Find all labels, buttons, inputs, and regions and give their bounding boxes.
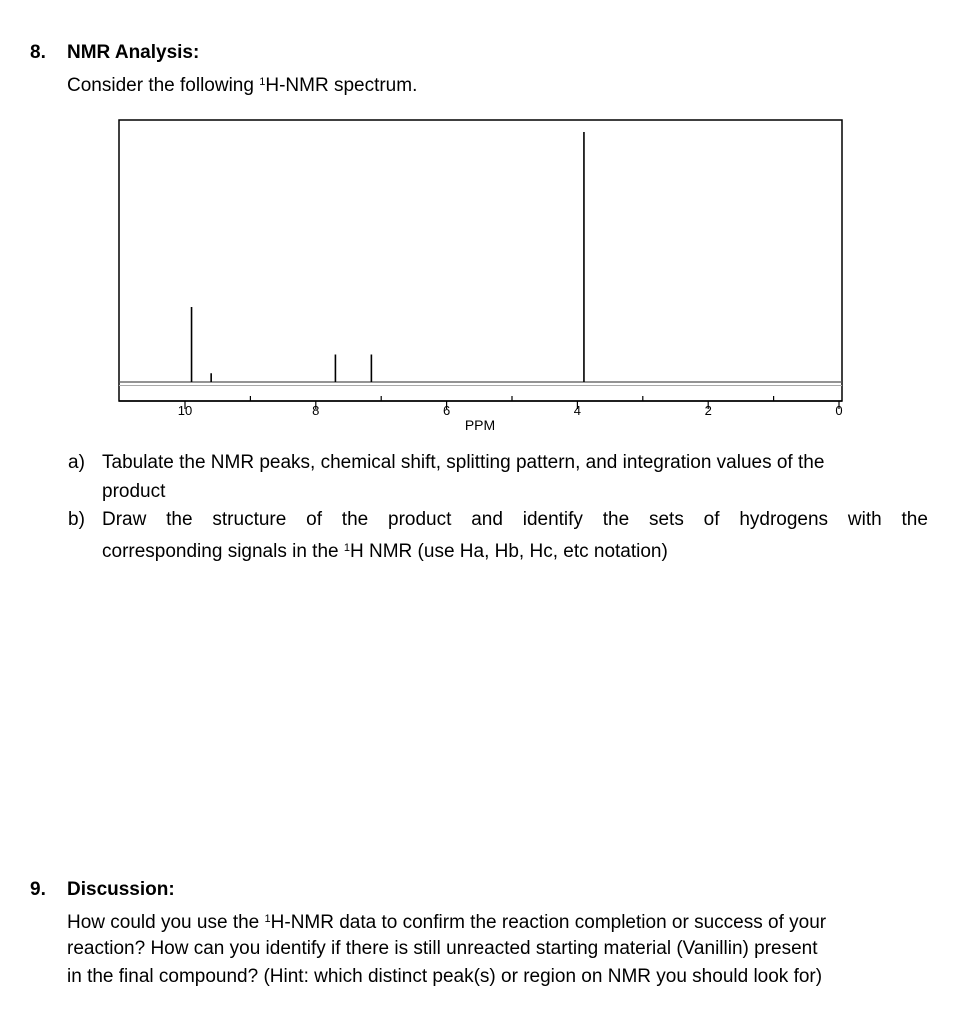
question-9-line-1 bbox=[67, 905, 826, 937]
item-b-word: the bbox=[166, 509, 193, 530]
question-8-title: NMR Analysis: bbox=[67, 42, 200, 63]
question-9-line-3: in the final compound? (Hint: which distinct peak(s) or region on NMR you should look for) bbox=[67, 966, 823, 987]
item-b-word: product bbox=[388, 509, 452, 530]
x-tick-label: 2 bbox=[704, 403, 712, 418]
item-b-word: of bbox=[306, 509, 322, 530]
item-b-word: Draw bbox=[102, 509, 147, 530]
item-a-label: a) bbox=[68, 452, 85, 473]
item-b-line-2 bbox=[102, 534, 928, 566]
item-b-line-1 bbox=[102, 505, 928, 534]
x-tick-label: 0 bbox=[835, 403, 843, 418]
q9-line-1-pre: How could you use the bbox=[67, 912, 265, 933]
x-tick-label: 10 bbox=[177, 403, 193, 418]
intro-text-pre: Consider the following bbox=[67, 75, 260, 96]
plot-frame bbox=[119, 120, 842, 401]
item-b-word: structure bbox=[212, 509, 287, 530]
question-9-number: 9. bbox=[30, 879, 46, 900]
question-9-line-2: reaction? How can you identify if there is still unreacted starting material (Vanillin) present bbox=[67, 938, 818, 959]
item-b-word: of bbox=[703, 509, 720, 530]
item-b-word: hydrogens bbox=[739, 509, 829, 530]
item-b-superscript: 1 bbox=[343, 542, 350, 554]
item-b-word: and bbox=[471, 509, 503, 530]
intro-superscript: 1 bbox=[259, 76, 266, 88]
item-a-line-1: Tabulate the NMR peaks, chemical shift, splitting pattern, and integration values of the bbox=[102, 452, 825, 473]
baseline bbox=[119, 382, 842, 386]
x-tick-label: 8 bbox=[312, 403, 320, 418]
item-a-line-2: product bbox=[102, 481, 166, 502]
question-9-title: Discussion: bbox=[67, 879, 175, 900]
nmr-spectrum-chart bbox=[110, 110, 855, 440]
item-b-word: the bbox=[341, 509, 369, 530]
item-b-text bbox=[102, 505, 928, 566]
item-a-text bbox=[102, 448, 928, 506]
item-b-word: the bbox=[602, 509, 630, 530]
x-tick-label: 6 bbox=[442, 403, 451, 418]
x-axis-label: PPM bbox=[464, 417, 496, 433]
item-b-line-2-post: H NMR (use Ha, Hb, Hc, etc notation) bbox=[350, 541, 668, 562]
q9-superscript: 1 bbox=[264, 913, 271, 925]
item-b-word: identify bbox=[522, 509, 583, 530]
question-8-number: 8. bbox=[30, 42, 46, 63]
question-8-intro bbox=[67, 68, 417, 100]
intro-text-post: H-NMR spectrum. bbox=[265, 75, 418, 96]
item-b-line-2-pre: corresponding signals in the bbox=[102, 541, 344, 562]
item-b-word: with bbox=[847, 509, 882, 530]
item-b-word: the bbox=[901, 509, 928, 530]
item-b-word: sets bbox=[648, 509, 684, 530]
item-b-label: b) bbox=[68, 509, 85, 530]
q9-line-1-post: H-NMR data to confirm the reaction completion or success of your bbox=[270, 912, 827, 933]
x-tick-label: 4 bbox=[573, 403, 582, 418]
